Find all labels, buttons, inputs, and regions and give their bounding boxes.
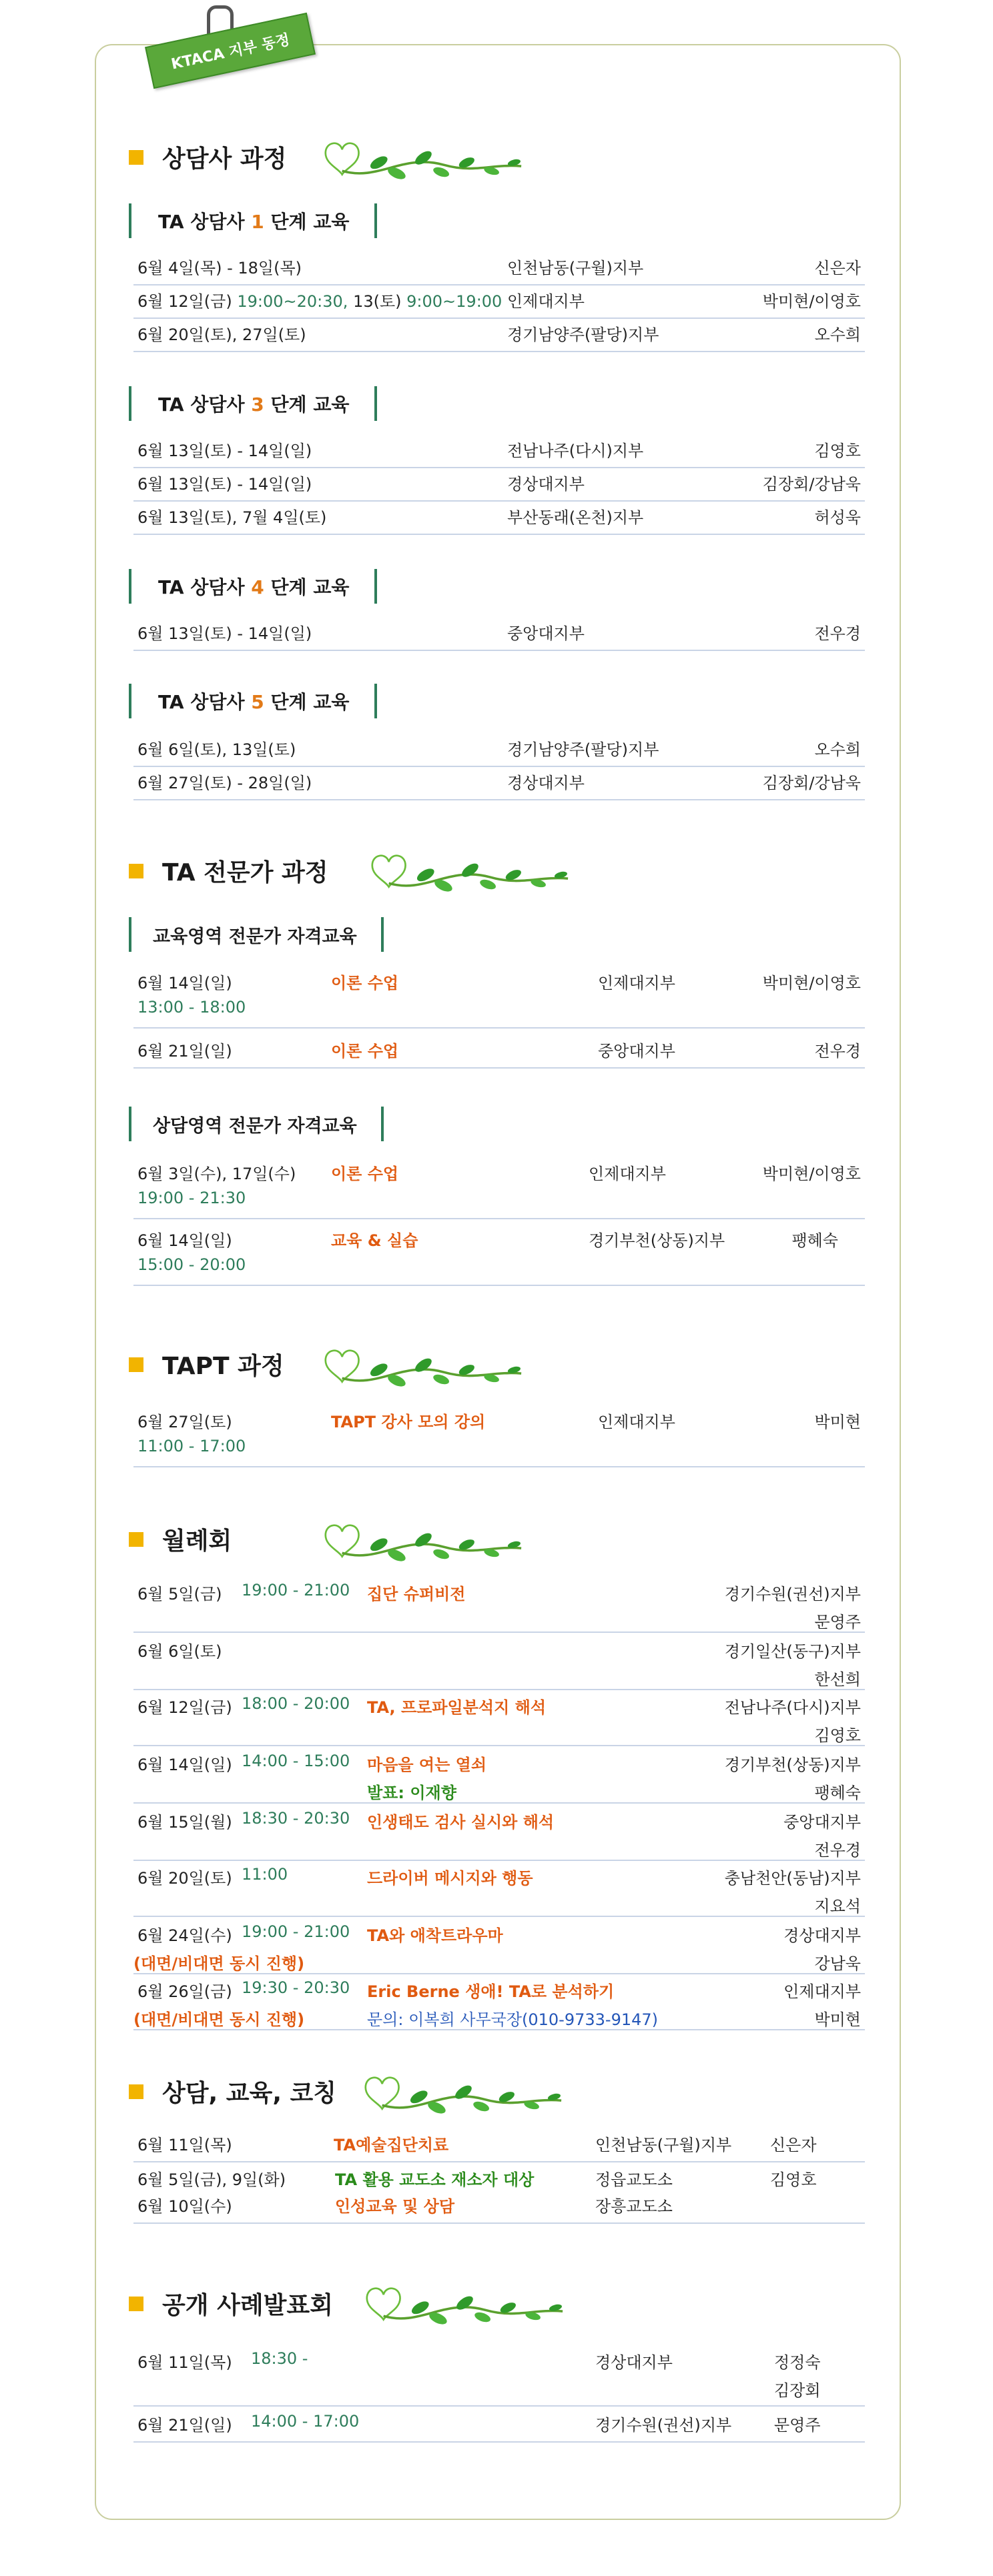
section-bullet-icon bbox=[129, 2084, 143, 2099]
list-item: 6월 21일(일) 이론 수업 중앙대지부 전우경 bbox=[133, 1038, 865, 1069]
vine-decoration-icon bbox=[347, 842, 587, 895]
section-bullet-icon bbox=[129, 1532, 143, 1547]
list-item: 6월 5일(금), 9일(화) TA 활용 교도소 재소자 대상 정읍교도소 김영호 6월 10일(수) 인성교육 및 상담 장흥교도소 bbox=[133, 2166, 865, 2224]
list-item: 6월 12일(금) 19:00~20:30, 13(토) 9:00~19:00 인제대지부 박미현/이영호 bbox=[133, 288, 865, 319]
section-monthly-meeting bbox=[129, 1522, 232, 1556]
section-bullet-icon bbox=[129, 1357, 143, 1372]
section-title: 상담사 과정 bbox=[162, 145, 287, 173]
list-item: 6월 26일(금) 19:30 - 20:30 (대면/비대면 동시 진행) Eric Berne 생애! TA로 분석하기 문의: 이복희 사무국장(010-9733-9147) 인제대지부 박미현 bbox=[133, 1978, 865, 2030]
list-item: 6월 13일(토) - 14일(일) 중앙대지부 전우경 bbox=[133, 620, 865, 651]
list-item: 6월 4일(목) - 18일(목) 인천남동(구월)지부 신은자 bbox=[133, 255, 865, 285]
list-item: 6월 6일(토) 경기일산(동구)지부 한선희 bbox=[133, 1638, 865, 1690]
section-title: 월례회 bbox=[162, 1527, 232, 1555]
list-item: 6월 14일(일) 13:00 - 18:00 이론 수업 인제대지부 박미현/이영호 bbox=[133, 970, 865, 1029]
subheading-level-5: TA 상담사 5 단계 교육 bbox=[129, 683, 377, 719]
list-item: 6월 11일(목) TA예술집단치료 인천남동(구월)지부 신은자 bbox=[133, 2132, 865, 2162]
list-item: 6월 20일(토), 27일(토) 경기남양주(팔당)지부 오수희 bbox=[133, 321, 865, 352]
list-item: 6월 13일(토) - 14일(일) 경상대지부 김장회/강남욱 bbox=[133, 471, 865, 502]
section-title: TAPT 과정 bbox=[162, 1353, 284, 1380]
list-item: 6월 12일(금) 18:00 - 20:00 TA, 프로파일분석지 해석 전남나주(다시)지부 김영호 bbox=[133, 1694, 865, 1746]
section-bullet-icon bbox=[129, 2297, 143, 2311]
tag-label: KTACA 지부 동정 bbox=[170, 31, 292, 73]
list-item: 6월 3일(수), 17일(수) 19:00 - 21:30 이론 수업 인제대지부 박미현/이영호 bbox=[133, 1161, 865, 1219]
subheading-edu-expert: 교육영역 전문가 자격교육 bbox=[129, 916, 384, 952]
list-item: 6월 27일(토) 11:00 - 17:00 TAPT 강사 모의 강의 인제대지부 박미현 bbox=[133, 1409, 865, 1467]
section-counsel-edu-coaching bbox=[129, 2074, 336, 2108]
subheading-level-4: TA 상담사 4 단계 교육 bbox=[129, 568, 377, 604]
vine-decoration-icon bbox=[340, 2064, 581, 2117]
list-item: 6월 15일(월) 18:30 - 20:30 인생태도 검사 실시와 해석 중앙대지부 전우경 bbox=[133, 1809, 865, 1861]
section-title: 상담, 교육, 코칭 bbox=[162, 2080, 337, 2107]
list-item: 6월 13일(토), 7월 4일(토) 부산동래(온천)지부 허성욱 bbox=[133, 504, 865, 535]
list-item: 6월 27일(토) - 28일(일) 경상대지부 김장회/강남욱 bbox=[133, 770, 865, 800]
section-ta-expert-course bbox=[129, 854, 328, 888]
list-item: 6월 5일(금) 19:00 - 21:00 집단 슈퍼비전 경기수원(권선)지부 문영주 bbox=[133, 1581, 865, 1633]
list-item: 6월 20일(토) 11:00 드라이버 메시지와 행동 충남천안(동남)지부 지요석 bbox=[133, 1865, 865, 1917]
vine-decoration-icon bbox=[300, 1337, 541, 1390]
subheading-level-1: TA 상담사 1 단계 교육 bbox=[129, 203, 377, 239]
section-bullet-icon bbox=[129, 150, 143, 165]
list-item: 6월 14일(일) 15:00 - 20:00 교육 & 실습 경기부천(상동)지부 팽혜숙 bbox=[133, 1227, 865, 1286]
list-item: 6월 11일(목) 18:30 - 경상대지부 정정숙 김장회 bbox=[133, 2349, 865, 2407]
subheading-counsel-expert: 상담영역 전문가 자격교육 bbox=[129, 1106, 384, 1142]
list-item: 6월 24일(수) 19:00 - 21:00 (대면/비대면 동시 진행) TA와 애착트라우마 경상대지부 강남욱 bbox=[133, 1922, 865, 1974]
vine-decoration-icon bbox=[342, 2275, 582, 2328]
subheading-level-3: TA 상담사 3 단계 교육 bbox=[129, 386, 377, 422]
vine-decoration-icon bbox=[300, 1511, 541, 1565]
list-item: 6월 6일(토), 13일(토) 경기남양주(팔당)지부 오수희 bbox=[133, 736, 865, 767]
vine-decoration-icon bbox=[300, 129, 541, 183]
section-counselor-course bbox=[129, 140, 286, 174]
section-case-presentation bbox=[129, 2287, 333, 2321]
list-item: 6월 13일(토) - 14일(일) 전남나주(다시)지부 김영호 bbox=[133, 438, 865, 468]
section-title: 공개 사례발표회 bbox=[162, 2292, 333, 2319]
section-tapt-course bbox=[129, 1347, 284, 1381]
section-title: TA 전문가 과정 bbox=[162, 859, 328, 886]
section-bullet-icon bbox=[129, 864, 143, 878]
list-item: 6월 21일(일) 14:00 - 17:00 경기수원(권선)지부 문영주 bbox=[133, 2412, 865, 2443]
list-item: 6월 14일(일) 14:00 - 15:00 마음을 여는 열쇠 발표: 이재향 경기부천(상동)지부 팽혜숙 bbox=[133, 1752, 865, 1804]
